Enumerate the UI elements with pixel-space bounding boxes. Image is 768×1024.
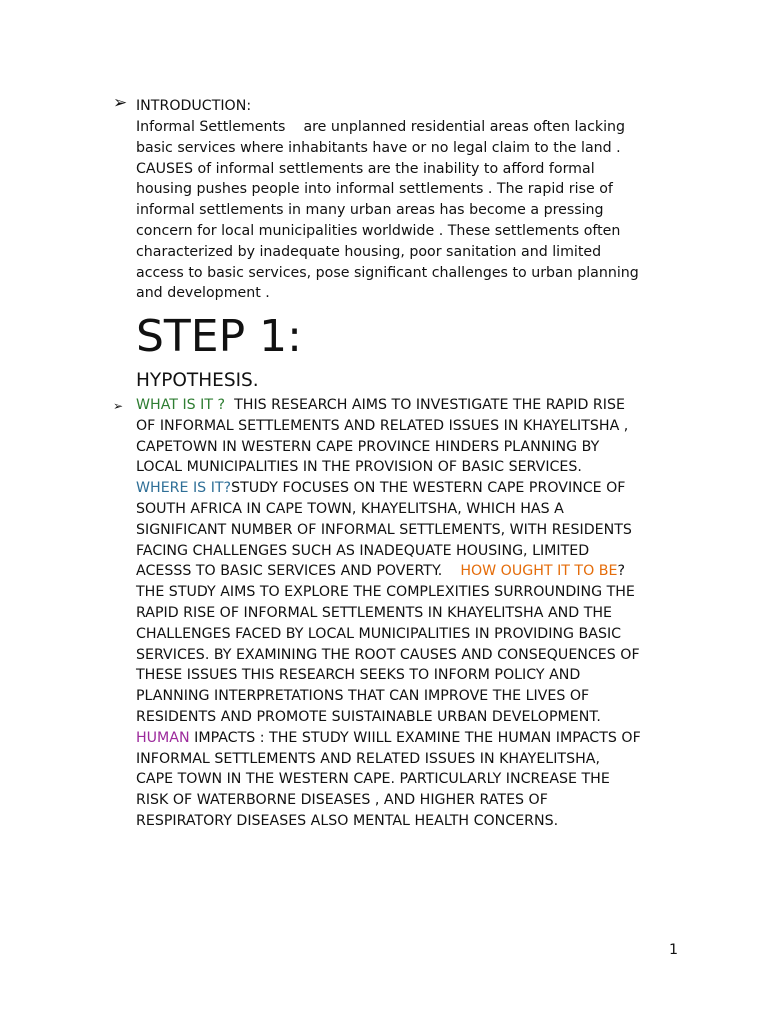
paragraph-line: concern for local municipalities worldwide . These settlements often [136, 222, 621, 239]
paragraph-line: SERVICES. BY EXAMINING THE ROOT CAUSES AND CONSEQUENCES OF [136, 646, 640, 663]
paragraph-line: housing pushes people into informal settlements . The rapid rise of [136, 181, 613, 198]
arrow-bullet-icon: ➢ [113, 399, 124, 413]
paragraph-line [136, 395, 676, 416]
paragraph-line-text: are unplanned residential areas often lacking [303, 119, 626, 135]
paragraph-line: basic services where inhabitants have or no legal claim to the land . [136, 139, 621, 156]
paragraph-line: RESPIRATORY DISEASES ALSO MENTAL HEALTH CONCERNS. [136, 812, 559, 829]
how-ought-it-to-be-label: HOW OUGHT IT TO BE [460, 563, 618, 580]
paragraph-line: CHALLENGES FACED BY LOCAL MUNICIPALITIES IN PROVIDING BASIC [136, 625, 622, 642]
paragraph-line-text: THIS RESEARCH AIMS TO INVESTIGATE THE RAPID RISE [234, 397, 625, 413]
what-is-it-label: WHAT IS IT ? [136, 397, 226, 413]
paragraph-line: INFORMAL SETTLEMENTS AND RELATED ISSUES IN KHAYELITSHA, [136, 750, 600, 767]
paragraph-line: OF INFORMAL SETTLEMENTS AND RELATED ISSUES IN KHAYELITSHA , [136, 417, 629, 434]
paragraph-line [136, 478, 676, 499]
paragraph-line: characterized by inadequate housing, poor sanitation and limited [136, 243, 602, 260]
paragraph-line-text: STUDY FOCUSES ON THE WESTERN CAPE PROVINCE OF [231, 480, 626, 497]
paragraph-line: CAPE TOWN IN THE WESTERN CAPE. PARTICULARLY INCREASE THE [136, 771, 610, 788]
hypothesis-heading: HYPOTHESIS. [136, 370, 259, 391]
paragraph-line [136, 728, 676, 749]
paragraph-line: SIGNIFICANT NUMBER OF INFORMAL SETTLEMENTS, WITH RESIDENTS [136, 521, 632, 538]
introduction-heading: INTRODUCTION: [136, 98, 252, 114]
arrow-bullet-icon: ➢ [113, 93, 128, 113]
human-label: HUMAN [136, 729, 190, 746]
paragraph-line: THESE ISSUES THIS RESEARCH SEEKS TO INFORM POLICY AND [136, 667, 581, 684]
paragraph-line: RISK OF WATERBORNE DISEASES , AND HIGHER RATES OF [136, 792, 548, 809]
introduction-paragraph [136, 117, 676, 304]
paragraph-line-text: ACESSS TO BASIC SERVICES AND POVERTY. [136, 563, 443, 580]
paragraph-line: CAUSES of informal settlements are the inability to afford formal [136, 160, 595, 177]
paragraph-line: PLANNING INTERPRETATIONS THAT CAN IMPROVE THE LIVES OF [136, 688, 590, 705]
paragraph-line: THE STUDY AIMS TO EXPLORE THE COMPLEXITIES SURROUNDING THE [136, 584, 635, 601]
paragraph-line: FACING CHALLENGES SUCH AS INADEQUATE HOUSING, LIMITED [136, 542, 590, 559]
paragraph-line [136, 561, 676, 582]
paragraph-line: RESIDENTS AND PROMOTE SUISTAINABLE URBAN DEVELOPMENT. [136, 708, 601, 725]
term-informal-settlements: Informal Settlements [136, 119, 286, 135]
paragraph-line: SOUTH AFRICA IN CAPE TOWN, KHAYELITSHA, WHICH HAS A [136, 500, 564, 517]
where-is-it-label: WHERE IS IT? [136, 480, 232, 497]
paragraph-line: and development . [136, 285, 270, 302]
question-mark: ? [617, 563, 626, 580]
step-title: STEP 1: [136, 311, 302, 362]
paragraph-line: RAPID RISE OF INFORMAL SETTLEMENTS IN KHAYELITSHA AND THE [136, 604, 612, 621]
paragraph-line: CAPETOWN IN WESTERN CAPE PROVINCE HINDERS PLANNING BY [136, 438, 600, 455]
paragraph-line: access to basic services, pose significant challenges to urban planning [136, 264, 639, 281]
paragraph-line [136, 117, 676, 138]
paragraph-line-text: IMPACTS : THE STUDY WIILL EXAMINE THE HUMAN IMPACTS OF [194, 729, 641, 746]
page-number: 1 [668, 942, 678, 958]
paragraph-line: LOCAL MUNICIPALITIES IN THE PROVISION OF BASIC SERVICES. [136, 459, 582, 476]
paragraph-line: informal settlements in many urban areas has become a pressing [136, 202, 604, 219]
hypothesis-paragraph [136, 395, 676, 832]
